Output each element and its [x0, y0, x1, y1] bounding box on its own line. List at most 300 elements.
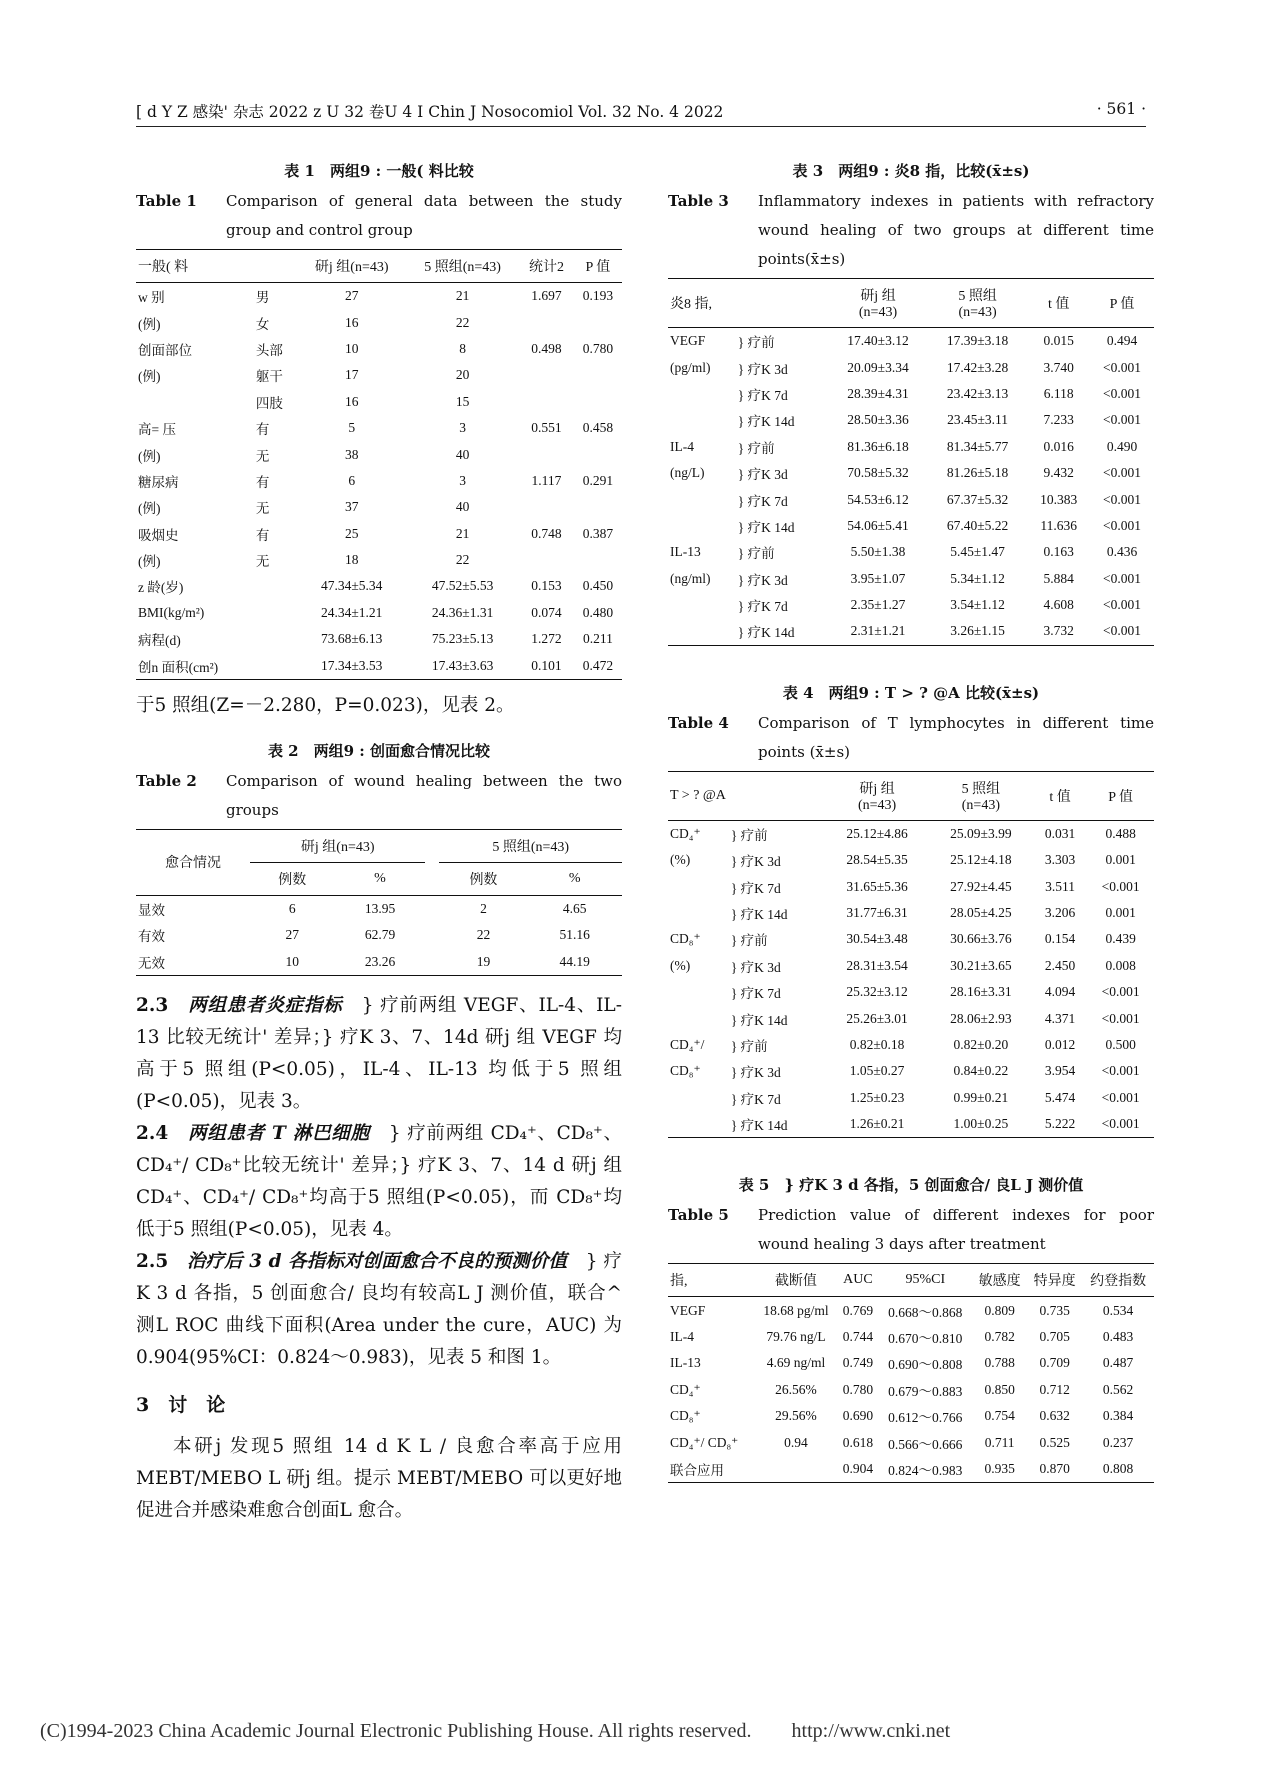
table3-cell: } 疗K 3d — [737, 361, 788, 377]
table3-cell — [668, 381, 736, 407]
table4-cell: 25.12±4.18 — [950, 852, 1012, 868]
table1-cell: (例) — [138, 369, 161, 385]
table-row — [668, 1403, 1154, 1429]
table1-label: Table 1 — [136, 192, 197, 210]
table4-cell: } 疗K 7d — [730, 986, 781, 1002]
table4-cell: <0.001 — [1101, 1116, 1140, 1132]
table-row — [668, 1297, 1154, 1324]
table4-cell: 30.21±3.65 — [950, 957, 1012, 973]
table3-cell: 10.383 — [1040, 491, 1078, 507]
right-column — [668, 160, 1154, 1483]
table-row — [668, 1005, 1154, 1031]
table5-cell: 0.705 — [1039, 1328, 1070, 1344]
table4-cell: 3.954 — [1044, 1063, 1076, 1079]
table1-cell: 创n 面积(cm²) — [138, 659, 219, 675]
table2-cell: 62.79 — [364, 927, 396, 943]
table1-cell: 0.450 — [582, 578, 614, 594]
table5-cell: 0.612～0.766 — [888, 1410, 963, 1426]
table4-cell: } 疗K 14d — [730, 907, 788, 923]
table1-cell: 1.272 — [531, 631, 562, 647]
table5-caption-en — [668, 1201, 1154, 1259]
table1-cell — [574, 389, 622, 415]
table-row — [136, 389, 622, 415]
table2-sub-pct-b: % — [527, 862, 622, 895]
table4-cell: 0.012 — [1044, 1037, 1076, 1052]
table5-cell: 0.782 — [984, 1328, 1015, 1344]
table1-cell: 0.387 — [582, 525, 614, 541]
table1-cell: 头部 — [255, 342, 283, 358]
table3-cell: 3.26±1.15 — [950, 623, 1005, 639]
table5-cell: 联合应用 — [670, 1462, 724, 1478]
table1-cell: 0.101 — [531, 657, 562, 673]
table3-header-t: t 值 — [1027, 279, 1090, 328]
table5-cell: 0.935 — [984, 1460, 1015, 1476]
table-row — [136, 336, 622, 362]
table1-cell: 0.748 — [531, 525, 562, 541]
table3-cell: 3.732 — [1043, 623, 1074, 639]
table2-caption-text: Comparison of wound healing between the two groups — [226, 771, 622, 819]
table5-cell: 0.709 — [1039, 1355, 1070, 1371]
table5-cell: 0.237 — [1102, 1434, 1134, 1450]
table5-cell: CD₄⁺ — [670, 1381, 701, 1397]
table5-cell: 0.534 — [1102, 1302, 1134, 1318]
table3-cell: IL-4 — [670, 438, 694, 454]
table-row — [136, 922, 622, 948]
table3-cell: 70.58±5.32 — [847, 465, 909, 481]
table1-cell: 躯干 — [255, 369, 283, 385]
table4-cell: CD₄⁺/ — [670, 1037, 705, 1052]
table1-cell: 创面部位 — [138, 342, 192, 358]
table1-cell: w 别 — [138, 290, 165, 306]
table1-cell: 病程(d) — [138, 633, 181, 649]
table3-cell: } 疗前 — [737, 335, 775, 351]
table3-cell: 81.26±5.18 — [946, 465, 1009, 481]
table2-label: Table 2 — [136, 771, 197, 790]
table4-cell: CD₄⁺ — [670, 825, 701, 841]
table5-header-cell: 95%CI — [879, 1264, 973, 1297]
table4-cell: 28.16±3.31 — [950, 984, 1012, 1000]
table1-cell — [254, 652, 297, 679]
table1-cell: 0.458 — [582, 420, 614, 436]
table-row — [668, 1085, 1154, 1111]
table5-cell: IL-13 — [670, 1355, 701, 1371]
table3-cell: } 疗K 7d — [737, 493, 788, 509]
table5-cell: 0.780 — [842, 1381, 874, 1397]
table4-caption-cn: 表 4 两组9 : T > ? @A 比较(x̄±s) — [782, 683, 1040, 702]
table1-header-cell: 5 照组(n=43) — [406, 250, 519, 283]
table3-cell: } 疗前 — [737, 546, 775, 562]
table3-header-study: 研j 组 (n=43) — [828, 279, 928, 328]
table1-cell: 8 — [459, 340, 466, 356]
table5-cell: 79.76 ng/L — [766, 1328, 826, 1344]
table-row — [136, 547, 622, 573]
table5-cell: 0.487 — [1102, 1355, 1134, 1371]
table1-header-cell — [254, 250, 297, 283]
table4-cell: 25.26±3.01 — [846, 1010, 908, 1026]
table1-cell: 0.153 — [531, 578, 562, 594]
table3-cell: 6.118 — [1043, 385, 1074, 401]
table-row — [136, 600, 622, 626]
section-3-heading: 3 讨 论 — [136, 1394, 226, 1417]
table4-cell: (%) — [670, 957, 691, 973]
table1-caption-cn: 表 1 两组9 : 一般( 料比较 — [284, 162, 474, 180]
table4-cell — [668, 1085, 729, 1111]
table4-cell: } 疗K 7d — [730, 1091, 781, 1107]
table5-cell: 4.69 ng/ml — [766, 1355, 826, 1371]
table2-cell: 无效 — [138, 955, 165, 971]
table3-cell: 7.233 — [1043, 412, 1074, 428]
table1-cell: 0.498 — [531, 340, 562, 356]
table5-cell: 26.56% — [775, 1381, 817, 1397]
table5-cell: 18.68 pg/ml — [763, 1302, 829, 1318]
table1-cell — [519, 494, 574, 520]
table5-cell: 0.690 — [842, 1408, 874, 1424]
table1-cell — [519, 389, 574, 415]
table1-cell: 有 — [255, 474, 270, 490]
table3-cell: } 疗K 14d — [737, 519, 795, 535]
table1-cell: 27 — [344, 288, 359, 304]
table-row — [136, 362, 622, 388]
table5-cell: 0.850 — [984, 1381, 1015, 1397]
table1-cell: 21 — [455, 288, 470, 304]
table4-cell: 0.82±0.20 — [953, 1037, 1009, 1052]
table5-cell: 0.483 — [1102, 1328, 1134, 1344]
table3-cell: 67.40±5.22 — [946, 517, 1009, 533]
table4-cell: 0.500 — [1105, 1037, 1136, 1052]
table-row — [668, 618, 1154, 645]
table1-header-cell: 一般( 料 — [136, 250, 254, 283]
section-3-text: 本研j 发现5 照组 14 d K L / 良愈合率高于应用 MEBT/MEBO L 研j 组。提示 MEBT/MEBO 可以更好地促进合并感染难愈合创面L 愈合。 — [136, 1436, 622, 1522]
table1-cell: 无 — [255, 501, 270, 517]
table2-cell: 44.19 — [559, 953, 590, 969]
table3-cell: 23.45±3.11 — [947, 412, 1009, 428]
table3-cell: (pg/ml) — [670, 359, 711, 375]
table-row — [668, 592, 1154, 618]
table5-cell: 0.809 — [984, 1302, 1015, 1318]
table3-cell — [668, 486, 736, 512]
table5-cell: IL-4 — [670, 1328, 694, 1344]
table3-cell: } 疗K 3d — [737, 467, 788, 483]
table3-cell: 2.31±1.21 — [850, 623, 906, 639]
table3-cell: 0.163 — [1043, 544, 1074, 560]
table4-cell: <0.001 — [1101, 984, 1140, 1000]
table4-cell: } 疗K 7d — [730, 880, 781, 896]
table1-cell: 0.211 — [582, 631, 613, 647]
table-row — [668, 953, 1154, 979]
table2-sub-pct-a: % — [335, 862, 426, 895]
table1-cell: 21 — [455, 525, 470, 541]
table1-cell: 47.52±5.53 — [431, 578, 494, 594]
table5-header-cell: 约登指数 — [1082, 1264, 1154, 1297]
table1-header-cell: P 值 — [574, 250, 622, 283]
section-2-5: 2.5 治疗后 3 d 各指标对创面愈合不良的预测价值 } 疗K 3 d 各指，5 创面愈合/ 良均有较高L J 测价值，联合^ 测L ROC 曲线下面积(Area under the cure，AUC) 为 0.904(95%CI：0.824～0.983)，见表 5 和图 1。 — [136, 1251, 622, 1369]
table3-cell: 28.39±4.31 — [847, 385, 909, 401]
text-continuation: 于5 照组(Z=－2.280，P=0.023)，见表 2。 — [136, 694, 515, 716]
table-row — [668, 1058, 1154, 1084]
table1-cell: 47.34±5.34 — [320, 578, 383, 594]
table1-cell: 3 — [459, 472, 466, 488]
table4-cell: 28.54±5.35 — [846, 852, 908, 868]
table3-cell — [668, 592, 736, 618]
table4-cell: 28.31±3.54 — [846, 957, 908, 973]
table1-cell: 10 — [344, 340, 359, 356]
table-row — [668, 1324, 1154, 1350]
table1-cell: 糖尿病 — [138, 474, 179, 490]
table4-header-t: t 值 — [1033, 771, 1088, 820]
table5-label: Table 5 — [668, 1206, 729, 1225]
table5-cell: 0.94 — [784, 1434, 808, 1450]
table-row — [136, 309, 622, 335]
table3-label: Table 3 — [668, 192, 729, 210]
table-row — [668, 407, 1154, 433]
table1-cell — [519, 309, 574, 335]
table-row — [136, 626, 622, 652]
table4-cell: <0.001 — [1101, 1063, 1140, 1079]
table5 — [668, 1263, 1154, 1483]
table-row — [668, 900, 1154, 926]
running-header — [136, 96, 1146, 127]
table5-cell: CD₈⁺ — [670, 1408, 701, 1424]
table5-cell: 0.562 — [1102, 1381, 1134, 1397]
table3-cell: <0.001 — [1103, 412, 1141, 428]
table1-cell: 17.34±3.53 — [320, 657, 383, 673]
table2-sub-cases-a: 例数 — [250, 862, 335, 895]
table5-cell: VEGF — [670, 1302, 706, 1318]
table4-cell: CD₈⁺ — [670, 1063, 701, 1079]
table2-cell: 10 — [285, 953, 300, 969]
table2-cell: 23.26 — [364, 953, 396, 969]
table1-cell: 女 — [255, 316, 270, 332]
table4-cell: 0.154 — [1044, 931, 1076, 947]
table4-cell: 30.66±3.76 — [950, 931, 1012, 947]
table3-cell: 20.09±3.34 — [847, 359, 909, 375]
table4-cell: 3.511 — [1045, 878, 1075, 894]
table3-cell: 3.95±1.07 — [850, 570, 906, 586]
table4-cell: 28.05±4.25 — [950, 905, 1012, 921]
table2-cell: 4.65 — [562, 901, 587, 917]
table3-cell: <0.001 — [1103, 385, 1141, 401]
table-row — [136, 652, 622, 679]
table1-cell — [574, 309, 622, 335]
section-2-3: 2.3 两组患者炎症指标 } 疗前两组 VEGF、IL-4、IL-13 比较无统计' 差异；} 疗K 3、7、14d 研j 组 VEGF 均高于5 照组(P<0.05)，IL-4、IL-13 均低于5 照组(P<0.05)，见表 3。 — [136, 995, 622, 1113]
table2 — [136, 829, 622, 976]
table-row — [668, 1456, 1154, 1483]
table-row — [668, 847, 1154, 873]
table1-cell: BMI(kg/m²) — [138, 604, 205, 620]
table3-cell: (ng/L) — [670, 465, 705, 481]
table4-cell: 27.92±4.45 — [950, 878, 1012, 894]
table1-cell: 22 — [455, 314, 470, 330]
table4 — [668, 771, 1154, 1139]
table3-caption-en — [668, 187, 1154, 274]
table4-cell — [668, 873, 729, 899]
table3-cell — [668, 407, 736, 433]
table2-header-study: 研j 组(n=43) — [250, 829, 425, 862]
table4-cell: 31.65±5.36 — [846, 878, 908, 894]
table4-cell: 0.84±0.22 — [953, 1063, 1009, 1079]
table1-cell — [519, 362, 574, 388]
table5-cell: 0.824～0.983 — [888, 1462, 963, 1478]
table3-header-control: 5 照组 (n=43) — [928, 279, 1028, 328]
table-row — [668, 460, 1154, 486]
table4-cell: <0.001 — [1101, 1010, 1140, 1026]
table1-cell: (例) — [138, 448, 161, 464]
table-row — [668, 926, 1154, 952]
table2-sub-cases-b: 例数 — [439, 862, 527, 895]
table3-cell: 0.494 — [1106, 333, 1138, 349]
table3-cell: 0.490 — [1106, 438, 1138, 454]
table3-cell: 2.35±1.27 — [850, 597, 906, 613]
table1-header-cell: 统计2 — [519, 250, 574, 283]
table-row — [668, 1111, 1154, 1138]
table3-cell: 81.36±6.18 — [847, 438, 909, 454]
table3-cell: 0.015 — [1043, 333, 1074, 349]
table1-cell — [254, 600, 297, 626]
table1-cell — [519, 441, 574, 467]
table4-cell: } 疗K 14d — [730, 1118, 788, 1134]
table1-cell: 17 — [344, 367, 359, 383]
table1-cell: 40 — [455, 499, 470, 515]
table3-cell: 5.50±1.38 — [850, 544, 906, 560]
table1-cell: 吸烟史 — [138, 527, 179, 543]
table4-cell: 3.206 — [1044, 905, 1076, 921]
table-row — [136, 895, 622, 922]
table1-cell: (例) — [138, 501, 161, 517]
table4-cell: 0.82±0.18 — [849, 1037, 905, 1052]
table1-cell: (例) — [138, 316, 161, 332]
table4-cell: <0.001 — [1101, 1089, 1140, 1105]
table1-cell: 17.43±3.63 — [431, 657, 494, 673]
table3-header-index: 炎8 指, — [668, 279, 828, 328]
table4-cell: 3.303 — [1044, 852, 1076, 868]
table1-cell: 6 — [348, 472, 356, 488]
table5-cell: 0.769 — [842, 1302, 874, 1318]
table4-header-index: T > ? @A — [668, 771, 825, 820]
table2-caption-cn: 表 2 两组9 : 创面愈合情况比较 — [267, 741, 491, 760]
table1-cell: 18 — [344, 552, 359, 568]
table-row — [668, 354, 1154, 380]
table4-cell: } 疗前 — [730, 933, 768, 949]
table4-cell: 1.00±0.25 — [953, 1116, 1009, 1132]
table2-caption-en — [136, 767, 622, 825]
table3-cell: 81.34±5.77 — [946, 438, 1009, 454]
table3-cell: 5.45±1.47 — [950, 544, 1005, 560]
table4-cell: } 疗K 3d — [730, 959, 781, 975]
table1-cell: 24.36±1.31 — [431, 604, 494, 620]
table4-cell: 0.031 — [1044, 825, 1076, 841]
table5-header-cell: 截断值 — [755, 1264, 838, 1297]
table2-header-outcome: 愈合情况 — [136, 829, 250, 895]
table3-cell: } 疗前 — [737, 440, 775, 456]
table4-caption-en — [668, 709, 1154, 767]
table3-cell: 28.50±3.36 — [847, 412, 909, 428]
table5-cell: 0.679～0.883 — [888, 1383, 963, 1399]
table3-cell: IL-13 — [670, 544, 701, 560]
table3-cell: <0.001 — [1103, 623, 1141, 639]
table4-cell: CD₈⁺ — [670, 931, 701, 947]
table1-cell: 0.291 — [582, 472, 614, 488]
table2-cell: 2 — [480, 901, 487, 917]
left-column — [136, 160, 622, 1527]
table-row — [136, 521, 622, 547]
table3-cell: (ng/ml) — [670, 570, 711, 586]
table4-cell: <0.001 — [1101, 878, 1140, 894]
table5-header-cell: 敏感度 — [972, 1264, 1027, 1297]
table3-cell: <0.001 — [1103, 465, 1141, 481]
table3-cell: 17.40±3.12 — [847, 333, 909, 349]
table4-header-p: P 值 — [1087, 771, 1154, 820]
table5-cell — [755, 1456, 838, 1483]
table-row — [136, 949, 622, 976]
table5-caption-text: Prediction value of different indexes for poor wound healing 3 days after treatment — [758, 1206, 1154, 1254]
table1-cell — [254, 573, 297, 599]
table3-cell: 3.54±1.12 — [950, 597, 1005, 613]
table1-cell: 男 — [255, 290, 270, 306]
table2-cell: 有效 — [138, 929, 165, 945]
table3-cell: } 疗K 3d — [737, 572, 788, 588]
table2-cell: 27 — [285, 927, 300, 943]
table1-cell — [254, 626, 297, 652]
table5-cell: 0.744 — [842, 1328, 874, 1344]
table5-caption-cn: 表 5 } 疗K 3 d 各指，5 创面愈合/ 良L J 测价值 — [738, 1176, 1084, 1195]
table4-cell — [668, 1111, 729, 1138]
table1-cell — [574, 547, 622, 573]
table4-cell: 30.54±3.48 — [846, 931, 908, 947]
table1-cell: z 龄(岁) — [138, 580, 184, 596]
table1-cell: 无 — [255, 554, 270, 570]
table4-cell: } 疗前 — [730, 827, 768, 843]
table3-cell: 54.06±5.41 — [847, 517, 909, 533]
table4-header-control: 5 照组 (n=43) — [929, 771, 1033, 820]
table-row — [668, 381, 1154, 407]
table4-cell: 1.05±0.27 — [849, 1063, 905, 1079]
table1-cell: 1.697 — [531, 288, 562, 304]
table-row — [136, 283, 622, 310]
table-row — [668, 486, 1154, 512]
table4-cell: 0.488 — [1105, 825, 1136, 841]
table1-cell — [574, 494, 622, 520]
table5-header-cell: 特异度 — [1027, 1264, 1082, 1297]
table5-cell: 0.668～0.868 — [888, 1304, 963, 1320]
table1-cell: 1.117 — [531, 472, 562, 488]
table2-cell: 显效 — [138, 903, 165, 919]
table1-cell: 25 — [344, 525, 359, 541]
table4-cell: } 疗K 14d — [730, 1012, 788, 1028]
table3 — [668, 278, 1154, 646]
copyright-footer: (C)1994-2023 China Academic Journal Electronic Publishing House. All rights reserved. http://www.cnki.net — [40, 1720, 951, 1742]
table2-cell: 51.16 — [559, 927, 590, 943]
table1-cell: 75.23±5.13 — [431, 631, 494, 647]
table4-cell: 0.001 — [1105, 905, 1136, 921]
table4-caption-text: Comparison of T lymphocytes in different time points (x̄±s) — [758, 713, 1154, 761]
table4-cell: 2.450 — [1044, 957, 1076, 973]
table5-cell: 0.566～0.666 — [888, 1436, 963, 1452]
table3-cell: 4.608 — [1043, 597, 1074, 613]
table-row — [668, 979, 1154, 1005]
table1-cell: 3 — [459, 420, 466, 436]
table-row — [668, 1377, 1154, 1403]
table3-cell: } 疗K 7d — [737, 599, 788, 615]
table4-header-study: 研j 组 (n=43) — [825, 771, 929, 820]
table-row — [136, 441, 622, 467]
table3-cell: } 疗K 7d — [737, 387, 788, 403]
table3-cell: <0.001 — [1103, 597, 1141, 613]
table4-cell: 5.474 — [1044, 1089, 1076, 1105]
table5-cell: 0.670～0.810 — [888, 1330, 963, 1346]
table5-cell: 0.735 — [1039, 1302, 1070, 1318]
table1-cell: 0.551 — [531, 420, 562, 436]
header-left: [ d Y Z 感染' 杂志 2022 z U 32 卷U 4 I Chin J Nosocomiol Vol. 32 No. 4 2022 — [136, 103, 724, 121]
